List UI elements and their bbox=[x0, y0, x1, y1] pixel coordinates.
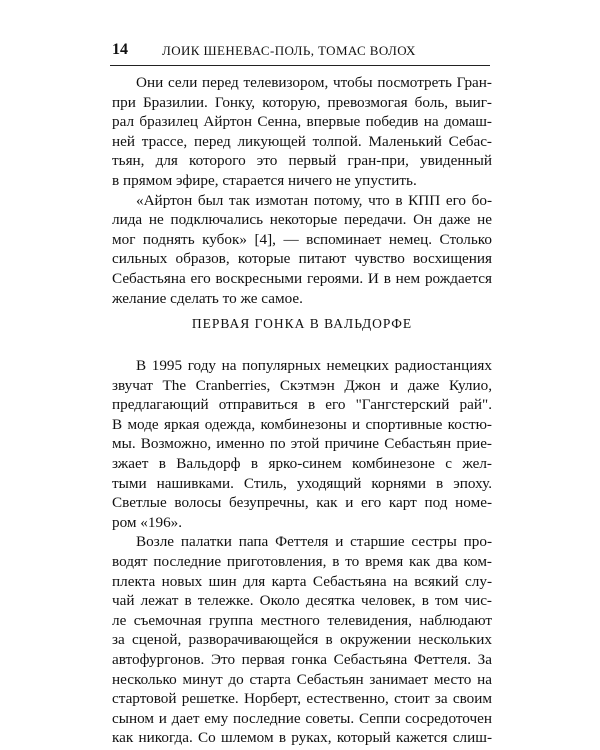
text-line: лида не подключались некоторые передачи. Он даже не bbox=[112, 211, 492, 229]
text-line: тыми нашивками. Стиль, уходящий корнями в эпоху. bbox=[112, 474, 492, 492]
text-line: плекта новых шин для карта Себастьяна на всякий слу- bbox=[112, 572, 492, 590]
text-line: зжает в Вальдорф в ярко-синем комбинезоне с жел- bbox=[112, 454, 492, 472]
text-line: стартовой решетке. Норберт, естественно, стоит за своим bbox=[112, 690, 492, 708]
text-line: мог поднять кубок» [4], — вспоминает немец. Столько bbox=[112, 230, 492, 248]
text-line: Себастьяна его воскресными героями. И в нем рождается bbox=[112, 269, 492, 287]
text-line: за сценой, разворачивающейся в окружении нескольких bbox=[112, 631, 492, 649]
running-head: ЛОИК ШЕНЕВАС-ПОЛЬ, ТОМАС ВОЛОХ bbox=[162, 43, 416, 58]
text-line: автофургонов. Это первая гонка Себастьяна Феттеля. За bbox=[112, 650, 492, 668]
text-line: В моде яркая одежда, комбинезоны и спортивные костю- bbox=[112, 415, 492, 433]
text-line: мы. Возможно, именно по этой причине Себастьян прие- bbox=[112, 435, 492, 453]
page-header bbox=[110, 41, 490, 66]
text-line: ней трассе, перед ликующей толпой. Маленький Себас- bbox=[112, 132, 492, 150]
text-line: Возле палатки папа Феттеля и старшие сестры про- bbox=[136, 533, 492, 551]
text-line: сильных образов, которые питают чувство восхищения bbox=[112, 250, 492, 268]
text-line: несколько минут до старта Себастьян занимает место на bbox=[112, 670, 492, 688]
page-number: 14 bbox=[112, 41, 128, 58]
text-line: водят последние приготовления, в то время как два ком- bbox=[112, 552, 492, 570]
text-line: «Айртон был так измотан потому, что в КПП его бо- bbox=[136, 191, 492, 209]
text-line: предлагающий отправиться в его "Гангстерский рай". bbox=[112, 396, 492, 414]
text-line: ром «196». bbox=[112, 513, 183, 531]
text-line: рал бразилец Айртон Сенна, впервые победив на домаш- bbox=[112, 113, 492, 131]
text-line: в прямом эфире, старается ничего не упустить. bbox=[112, 171, 417, 189]
paragraph-block-2 bbox=[112, 356, 492, 748]
text-line: звучат The Cranberries, Скэтмэн Джон и даже Кулио, bbox=[112, 376, 492, 394]
section-heading: ПЕРВАЯ ГОНКА В ВАЛЬДОРФЕ bbox=[191, 316, 413, 331]
text-line: при Бразилии. Гонку, которую, превозмогая боль, выиг- bbox=[112, 93, 492, 111]
text-line: В 1995 году на популярных немецких радиостанциях bbox=[136, 357, 492, 374]
text-line: Они сели перед телевизором, чтобы посмотреть Гран- bbox=[136, 74, 492, 91]
text-line: сыном и дает ему последние советы. Сеппи сосредоточен bbox=[112, 709, 492, 727]
text-line: желание сделать то же самое. bbox=[112, 289, 303, 307]
text-line: как никогда. Со шлемом в руках, который кажется слиш- bbox=[112, 729, 492, 747]
text-line: тьян, для которого это первый гран-при, увиденный bbox=[112, 152, 492, 170]
paragraph-block-1 bbox=[112, 73, 492, 308]
text-line: Светлые волосы безупречны, как и его карт под номе- bbox=[112, 494, 492, 512]
text-line: чай лежат в тележке. Около десятка человек, в том чис- bbox=[112, 592, 492, 610]
text-line: ле съемочная группа местного телевидения, наблюдают bbox=[112, 611, 492, 629]
